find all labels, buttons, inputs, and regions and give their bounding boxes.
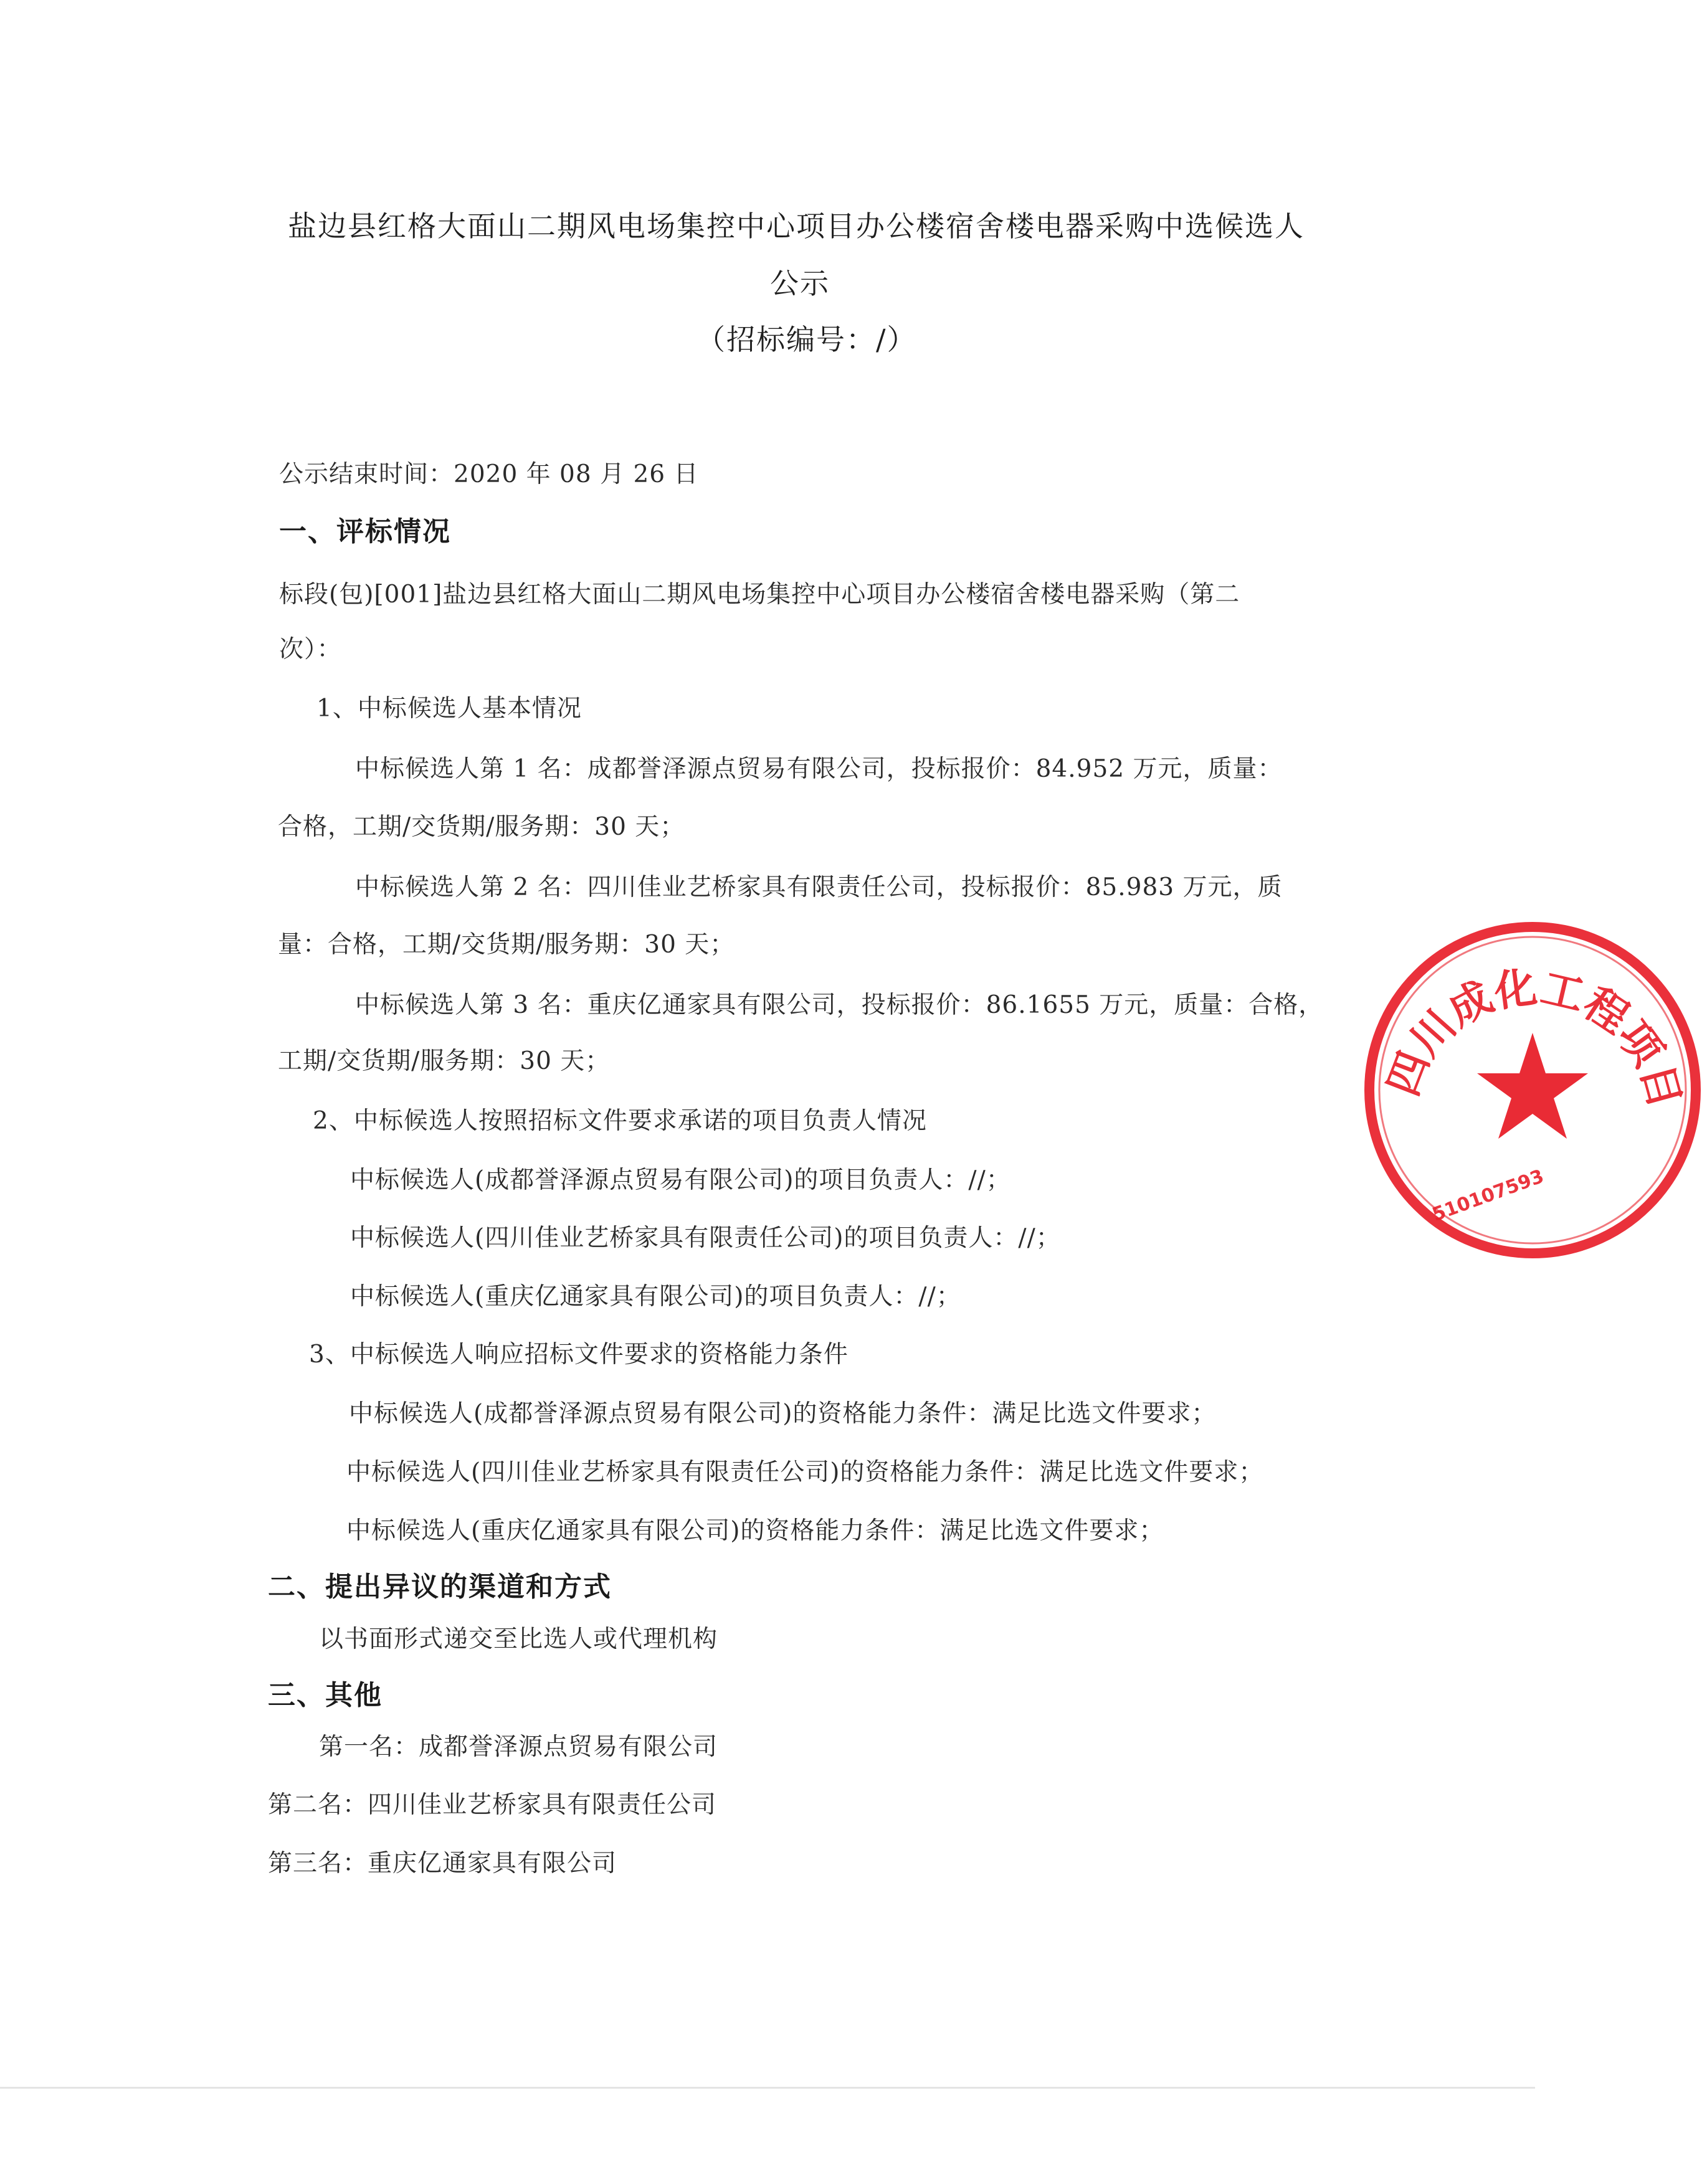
- objection-channel: 以书面形式递交至比选人或代理机构: [319, 1625, 718, 1653]
- project-manager-3: 中标候选人(重庆亿通家具有限公司)的项目负责人：//；: [350, 1283, 961, 1311]
- lot-line-1: 标段(包)[001]盐边县红格大面山二期风电场集控中心项目办公楼宿舍楼电器采购（第二: [279, 581, 1240, 609]
- subsection-3-heading: 3、中标候选人响应招标文件要求的资格能力条件: [309, 1341, 849, 1369]
- lot-line-2: 次）：: [279, 635, 342, 663]
- candidate-3-line-1: 中标候选人第 3 名：重庆亿通家具有限公司，投标报价：86.1655 万元，质量：合格，: [355, 991, 1324, 1019]
- candidate-2-line-2: 量：合格，工期/交货期/服务期：30 天；: [278, 931, 735, 959]
- project-manager-2: 中标候选人(四川佳业艺桥家具有限责任公司)的项目负责人：//；: [350, 1224, 1061, 1252]
- rank-1: 第一名：成都誉泽源点贸易有限公司: [319, 1733, 718, 1761]
- qualification-3: 中标候选人(重庆亿通家具有限公司)的资格能力条件：满足比选文件要求；: [346, 1517, 1164, 1545]
- qualification-2: 中标候选人(四川佳业艺桥家具有限责任公司)的资格能力条件：满足比选文件要求；: [346, 1458, 1264, 1486]
- section-3-heading: 三、其他: [268, 1679, 383, 1711]
- candidate-1-line-2: 合格，工期/交货期/服务期：30 天；: [278, 813, 685, 841]
- section-2-heading: 二、提出异议的渠道和方式: [268, 1571, 612, 1603]
- title-line-1: 盐边县红格大面山二期风电场集控中心项目办公楼宿舍楼电器采购中选候选人: [288, 209, 1305, 243]
- seal-star-icon: [1477, 1033, 1588, 1139]
- seal-number: 510107593: [1429, 1165, 1547, 1227]
- project-manager-1: 中标候选人(成都誉泽源点贸易有限公司)的项目负责人：//；: [350, 1166, 1011, 1194]
- rank-3: 第三名：重庆亿通家具有限公司: [268, 1849, 617, 1878]
- qualification-1: 中标候选人(成都誉泽源点贸易有限公司)的资格能力条件：满足比选文件要求；: [349, 1400, 1217, 1428]
- rank-2: 第二名：四川佳业艺桥家具有限责任公司: [268, 1791, 717, 1819]
- page-bottom-rule: [0, 2087, 1535, 2089]
- subsection-1-heading: 1、中标候选人基本情况: [316, 695, 582, 723]
- subsection-2-heading: 2、中标候选人按照招标文件要求承诺的项目负责人情况: [313, 1107, 927, 1135]
- seal-text: 四川成化工程项目: [1378, 962, 1690, 1114]
- candidate-3-line-2: 工期/交货期/服务期：30 天；: [278, 1047, 611, 1075]
- tender-number: （招标编号：/）: [697, 323, 917, 356]
- section-1-heading: 一、评标情况: [279, 516, 451, 548]
- announcement-end-time: 公示结束时间：2020 年 08 月 26 日: [279, 460, 699, 488]
- company-seal: [1358, 916, 1707, 1265]
- candidate-1-line-1: 中标候选人第 1 名：成都誉泽源点贸易有限公司，投标报价：84.952 万元，质量：: [355, 755, 1283, 783]
- title-line-2: 公示: [770, 267, 830, 300]
- candidate-2-line-1: 中标候选人第 2 名：四川佳业艺桥家具有限责任公司，投标报价：85.983 万元，质: [355, 873, 1283, 901]
